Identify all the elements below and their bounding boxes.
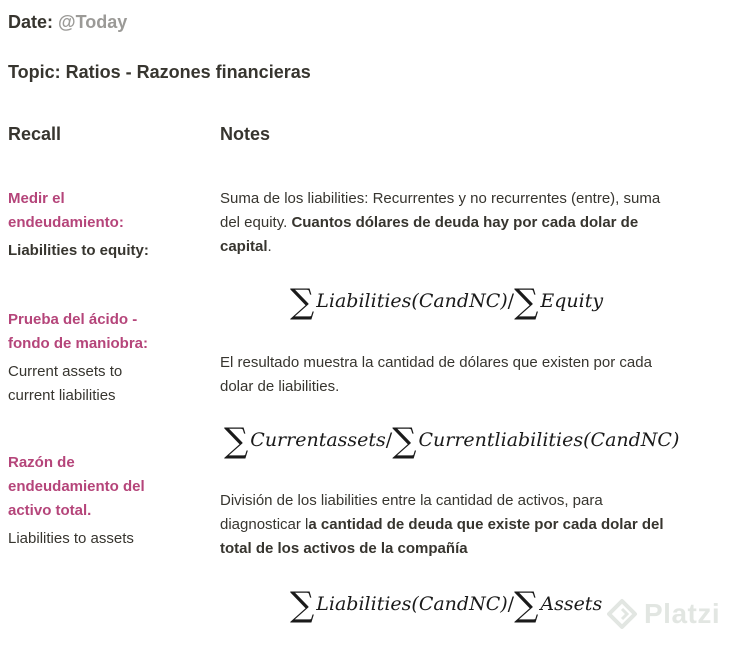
recall-title-line: endeudamiento del bbox=[8, 478, 145, 495]
formula-slash: / bbox=[507, 593, 515, 615]
recall-text-line: current liabilities bbox=[8, 387, 116, 404]
recall-heading: Recall bbox=[8, 124, 62, 144]
recall-item-prueba-acido bbox=[8, 308, 198, 408]
recall-text: Liabilities to assets bbox=[8, 530, 134, 547]
topic-title: Topic: Ratios - Razones financieras bbox=[8, 62, 311, 82]
sum-symbol: ∑ bbox=[392, 421, 417, 461]
formula-term: Currentassets bbox=[250, 429, 386, 451]
note-paragraph-3 bbox=[220, 489, 710, 561]
platzi-watermark bbox=[606, 598, 720, 630]
notes-heading: Notes bbox=[220, 124, 271, 144]
note-line bbox=[220, 211, 710, 235]
sum-symbol: ∑ bbox=[290, 282, 315, 322]
note-bold-text: Cuantos dólares de deuda hay por cada dolar de bbox=[291, 214, 639, 231]
recall-title-line: Razón de bbox=[8, 454, 75, 471]
note-line bbox=[220, 513, 710, 537]
note-line bbox=[220, 537, 710, 561]
formula-current-ratio bbox=[224, 421, 680, 461]
note-bold-text: capital bbox=[220, 238, 268, 255]
note-paragraph-2 bbox=[220, 351, 710, 399]
note-line: Suma de los liabilities: Recurrentes y no recurrentes (entre), suma bbox=[220, 190, 661, 207]
note-text: diagnosticar l bbox=[220, 516, 309, 533]
recall-title-line: Medir el bbox=[8, 190, 65, 207]
recall-item-razon-endeudamiento bbox=[8, 451, 198, 551]
recall-title bbox=[8, 308, 198, 356]
note-line: División de los liabilities entre la cantidad de activos, para bbox=[220, 492, 603, 509]
recall-title-line: fondo de maniobra: bbox=[8, 335, 148, 352]
note-bold-text: a cantidad de deuda que existe por cada dolar del bbox=[308, 516, 664, 533]
recall-item-endeudamiento bbox=[8, 187, 198, 263]
formula-liabilities-equity bbox=[290, 282, 604, 322]
sum-symbol: ∑ bbox=[224, 421, 249, 461]
formula-term: Assets bbox=[540, 593, 603, 615]
watermark-text: Platzi bbox=[644, 598, 721, 629]
note-line: El resultado muestra la cantidad de dólares que existen por cada bbox=[220, 354, 652, 371]
date-row bbox=[8, 12, 127, 33]
note-text: del equity. bbox=[220, 214, 292, 231]
sum-symbol: ∑ bbox=[514, 585, 539, 625]
sum-symbol: ∑ bbox=[290, 585, 315, 625]
note-text: . bbox=[267, 238, 272, 255]
recall-title-line: Prueba del ácido - bbox=[8, 311, 138, 328]
sum-symbol: ∑ bbox=[514, 282, 539, 322]
platzi-logo-icon bbox=[606, 598, 638, 630]
recall-title bbox=[8, 187, 198, 235]
date-mention[interactable]: @Today bbox=[58, 12, 128, 32]
note-paragraph-1 bbox=[220, 187, 710, 259]
formula-term: Liabilities(CandNC) bbox=[316, 290, 508, 312]
recall-title-line: endeudamiento: bbox=[8, 214, 124, 231]
recall-text-line: Current assets to bbox=[8, 363, 123, 380]
date-label: Date: bbox=[8, 12, 54, 32]
formula-slash: / bbox=[507, 290, 515, 312]
recall-text: Liabilities to equity: bbox=[8, 242, 149, 259]
formula-term: Equity bbox=[540, 290, 604, 312]
recall-text bbox=[8, 360, 198, 408]
formula-slash: / bbox=[385, 429, 393, 451]
formula-liabilities-assets bbox=[290, 585, 603, 625]
recall-title-line: activo total. bbox=[8, 502, 92, 519]
note-line: dolar de liabilities. bbox=[220, 378, 340, 395]
formula-term: Currentliabilities(CandNC) bbox=[418, 429, 680, 451]
recall-title bbox=[8, 451, 198, 523]
note-line bbox=[220, 235, 710, 259]
formula-term: Liabilities(CandNC) bbox=[316, 593, 508, 615]
note-bold-text: total de los activos de la compañía bbox=[220, 540, 468, 557]
